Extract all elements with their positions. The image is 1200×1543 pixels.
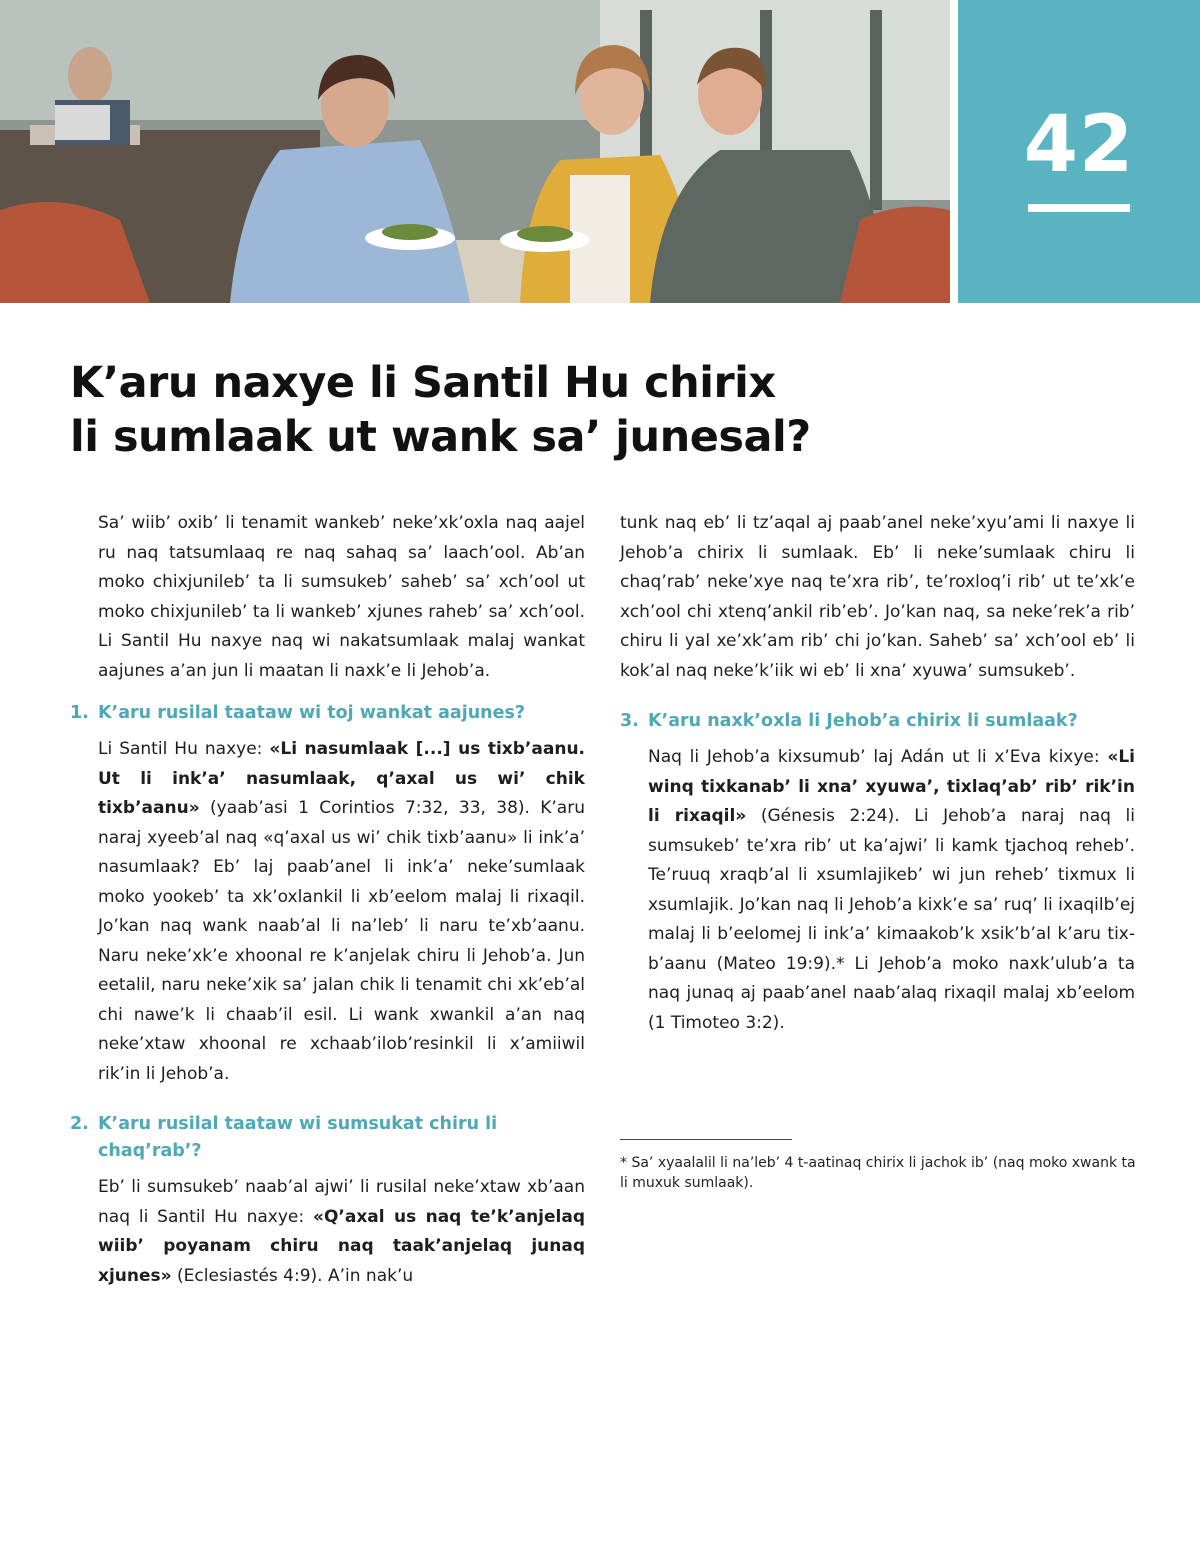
- answer-2-pre: Eb’ li sumsukeb’ naab’al ajwi’ li rusilal neke’xtaw xb’aan naq li Santil Hu naxye:: [98, 1177, 585, 1227]
- hero-photo: [0, 0, 950, 303]
- question-2-text: K’aru rusilal taataw wi sumsukat chiru li chaq’rab’?: [98, 1114, 498, 1161]
- left-column: [70, 509, 585, 1291]
- footnote-divider: [620, 1139, 792, 1140]
- right-column: [620, 509, 1135, 1038]
- answer-1-quote: «Li nasumlaak [...] us tixb’aanu. Ut li ink’a’ nasumlaak, q’axal us wi’ chik tixb’aanu»: [98, 739, 585, 818]
- answer-1-paragraph: [70, 735, 585, 1089]
- answer-1-pre: Li Santil Hu naxye:: [98, 739, 270, 759]
- answer-2-paragraph: [70, 1173, 585, 1291]
- question-1-number: 1.: [70, 703, 89, 723]
- footnote: * Sa’ xyaalalil li na’leb’ 4 t-aatinaq chirix li jachok ib’ (naq moko xwank ta li muxuk sumlaak).: [620, 1155, 1136, 1191]
- title-line-1: K’aru naxye li Santil Hu chirix: [70, 358, 776, 408]
- answer-3-paragraph: [620, 743, 1135, 1038]
- intro-paragraph: Sa’ wiib’ oxib’ li tenamit wankeb’ neke’xk’oxla naq aajel ru naq tatsumlaaq re naq sahaq sa’ laach’ool. Ab’an moko chixjunileb’ ta li sumsukeb’ saheb’ sa’ xch’ool ut moko chixjunileb’ ta li wankeb’ xjunes raheb’ sa’ xch’ool. Li Santil Hu naxye naq wi nakatsumlaak malaj wankat aajunes a’an jun li maatan li naxk’e li Jehob’a.: [98, 513, 585, 681]
- question-3: [620, 708, 1135, 735]
- title-line-2: li sumlaak ut wank sa’ junesal?: [70, 412, 811, 462]
- cafe-scene-illustration: [0, 0, 950, 303]
- answer-3-quote: «Li winq tixkanab’ li xna’ xyuwa’, tixlaq’ab’ rib’ rik’in li rixaqil»: [648, 747, 1135, 826]
- answer-1-post: (yaab’asi 1 Corintios 7:32, 33, 38). K’aru naraj xyeeb’al naq «q’axal us wi’ chik tixb’aanu» li ink’a’ nasumlaak? Eb’ laj paab’anel li ink’a’ neke’sumlaak moko yookeb’ ta xk’oxlankil li xb’eelom malaj li rixaqil. Jo’kan naq wank naab’al li na’leb’ li naru te’xb’aanu. Naru neke’xk’e xhoonal re k’anjelak chiru li Jehob’a. Jun eetalil, naru neke’xik sa’ jalan chik li tenamit chi xk’eb’al chi nawe’k li chaab’il esil. Li wank xwankil a’an naq neke’xtaw xhoonal re xchaab’ilob’resinkil li x’amiiwil rik’in li Jehob’a.: [98, 798, 585, 1084]
- lesson-number-underline: [1028, 204, 1130, 212]
- question-2-number: 2.: [70, 1114, 89, 1134]
- lesson-number: 42: [1023, 100, 1135, 190]
- question-3-number: 3.: [620, 711, 639, 731]
- question-1-text: K’aru rusilal taataw wi toj wankat aajunes?: [98, 703, 526, 723]
- answer-3-pre: Naq li Jehob’a kixsumub’ laj Adán ut li x’Eva kixye:: [648, 747, 1108, 767]
- answer-2-post-left: (Eclesiastés 4:9). A’in nak’u: [171, 1265, 414, 1286]
- question-1: [70, 700, 585, 727]
- answer-2-quote: «Q’axal us naq te’k’anjelaq wiib’ poyanam chiru naq taak’anjelaq junaq xjunes»: [98, 1206, 586, 1286]
- page-title: [70, 356, 970, 464]
- answer-3-post: (Génesis 2:24). Li Jehob’a naraj naq li sumsukeb’ te’xra rib’ ut ka’ajwi’ li kamk tjachoq reheb’. Te’ruuq xraqb’al li xsumlajikeb’ wi jun reheb’ tixmux li xsumlajik. Jo’kan naq li Jehob’a kixk’e sa’ ruq’ li ixaqilb’ej malaj li b’eelomej li ink’a’ kimaakob’k xsik’b’al k’aru tixb’aanu (Mateo 19:9).* Li Jehob’a moko naxk’ulub’a ta naq junaq aj paab’anel naab’alaq rixaqil malaj xb’eelom (1 Timoteo 3:2).: [648, 806, 1135, 1033]
- answer-2-continued: tunk naq eb’ li tz’aqal aj paab’anel neke’xyu’ami li naxye li Jehob’a chirix li sumlaak. Eb’ li neke’sumlaak chiru li chaq’rab’ neke’xye naq te’xra rib’, te’roxloq’i rib’ ut te’xk’e xch’ool chi xtenq’ankil rib’eb’. Jo’kan naq, sa neke’rek’a rib’ chiru li yal xe’xk’am rib’ chi jo’kan. Saheb’ sa’ xch’ool eb’ li kok’al naq neke’k’iik wi eb’ li xna’ xyuwa’ sumsukeb’.: [620, 513, 1135, 681]
- lesson-number-tab: [958, 0, 1200, 303]
- question-2: [70, 1111, 585, 1165]
- question-3-text: K’aru naxk’oxla li Jehob’a chirix li sumlaak?: [648, 711, 1078, 731]
